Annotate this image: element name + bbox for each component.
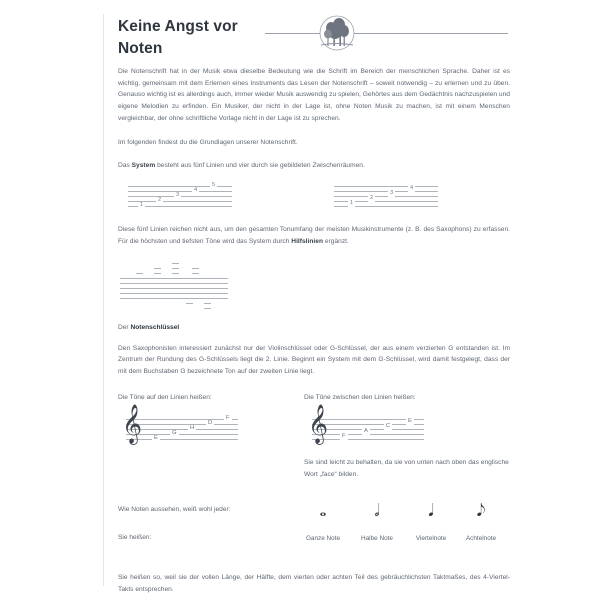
treble-clef-icon: 𝄞 [122, 403, 143, 444]
space-notes-caption: Die Töne zwischen den Linien heißen: [304, 393, 416, 401]
ledger-line-above [172, 268, 179, 269]
clef-heading-before: Der [118, 323, 131, 331]
staff-space-number-3: 3 [390, 190, 394, 197]
staff-line-4 [334, 191, 438, 192]
ledger-line-above [192, 268, 199, 269]
quarter-note-icon: 𝅘𝅥 [428, 500, 434, 521]
page-title-line-2: Noten [118, 40, 163, 58]
note-name-columns [118, 394, 510, 494]
staff-line-number-1: 1 [140, 202, 144, 209]
staff-line-number-5: 5 [212, 182, 216, 189]
ledger-staff [120, 278, 228, 299]
lines-notes-staff [122, 403, 238, 444]
line-note-letter-1: E [154, 434, 158, 441]
staff-line-number-2: 2 [158, 197, 162, 204]
system-intro-before: Das [118, 162, 132, 170]
staff-line-4 [126, 424, 238, 425]
staff-space-number-1: 1 [350, 200, 354, 207]
quarter-note-name: Viertelnote [415, 534, 447, 542]
clef-paragraph: Den Saxophonisten interessiert zunächst nur der Violinschlüssel oder G-Schlüssel, der aus einem verzierten G entstanden ist. Im Zentrum der Rundung des G-Schlüssels liegt die 2. Linie. Beginnt ein System mit dem G-Schlüssel, wird damit festgelegt, dass der mit dem Buchstaben G bezeichnete Ton auf der zweiten Linie liegt. [118, 344, 510, 376]
staff-line-3 [126, 429, 238, 430]
ledger-text-before: Diese fünf Linien reichen nicht aus, um den gesamten Tonumfang der meisten Musikinstrumente (z. B. des Saxophons) zu erfassen. Für die höchsten und tiefsten Töne wird das System durch [118, 226, 510, 245]
staff-line-5 [126, 419, 238, 420]
ledger-line-above [154, 268, 161, 269]
intro-paragraph: Die Notenschrift hat in der Musik etwa dieselbe Bedeutung wie die Schrift im Bereich der menschlichen Sprache. Daher ist es wichtig, gemeinsam mit dem Erlernen eines Instruments das Lesen der Notenschrift – soweit notwendig – zu erlernen und zu üben. Genauso wichtig ist es allerdings auch, immer wieder Musik auswendig zu spielen, Gehörtes aus dem Gedächtnis nachzuspielen und eigene Melodien zu erfinden. Ein Musiker, der nicht in der Lage ist, ohne Noten Musik zu machen, ist mit einem Menschen vergleichbar, der ohne schriftliche Vorlage nicht in der Lage ist zu sprechen. [118, 68, 510, 122]
staff-spaces-numbered [334, 186, 438, 208]
eighth-note-icon: 𝅘𝅥𝅮 [476, 500, 486, 521]
staff-line-5 [334, 186, 438, 187]
staff-line-4 [128, 191, 232, 192]
left-margin-rule [103, 14, 104, 586]
ledger-line-above [192, 273, 199, 274]
note-shapes-label: Wie Noten aussehen, weiß wohl jeder: [118, 505, 231, 513]
page-title-line-1: Keine Angst vor [118, 18, 238, 35]
staff-line-1 [312, 439, 424, 440]
line-note-letter-4: D [208, 419, 213, 426]
followup-paragraph: Im folgenden findest du die Grundlagen unserer Notenschrift. [118, 138, 298, 146]
space-note-letter-1: F [342, 432, 346, 439]
face-mnemonic-text: Sie sind leicht zu behalten, da sie von unten nach oben das englische Wort „face“ bilden. [304, 458, 509, 478]
line-note-letter-3: H [190, 424, 195, 431]
space-notes-diagram [304, 403, 510, 457]
space-notes-column [304, 394, 510, 480]
staff-line-1 [120, 298, 228, 299]
staff-line-number-3: 3 [176, 192, 180, 199]
ledger-line-above [136, 273, 143, 274]
staff-line-4 [120, 283, 228, 284]
note-shapes-row [118, 500, 510, 526]
staff-line-5 [120, 278, 228, 279]
space-notes-staff [308, 403, 424, 444]
ledger-line-above [154, 273, 161, 274]
system-diagrams [118, 182, 510, 216]
clef-heading-keyword: Notenschlüssel [130, 323, 180, 331]
line-note-letter-5: F [226, 414, 230, 421]
lines-notes-diagram [118, 403, 304, 457]
staff-line-1 [126, 439, 238, 440]
ledger-text-after: ergänzt. [323, 237, 349, 245]
line-note-letter-2: G [172, 429, 177, 436]
ledger-line-below [204, 303, 211, 304]
staff-line-3 [334, 196, 438, 197]
half-note-name: Halbe Note [361, 534, 393, 542]
staff-line-number-4: 4 [194, 187, 198, 194]
ledger-line-diagram [118, 264, 510, 312]
system-keyword: System [131, 162, 156, 170]
ledger-line-above [172, 263, 179, 264]
ledger-line-below [204, 308, 211, 309]
eighth-note-name: Achtelnote [465, 534, 497, 542]
staff-line-2 [120, 293, 228, 294]
ledger-line-below [186, 303, 193, 304]
staff-line-2 [128, 201, 232, 202]
page-content [118, 16, 510, 595]
space-note-letter-2: A [364, 427, 368, 434]
staff-lines-numbered [128, 182, 232, 209]
clef-heading [118, 324, 510, 331]
header-rule-right [351, 33, 508, 34]
header-rule-left [265, 33, 320, 34]
note-names-row [118, 532, 510, 552]
half-note-icon: 𝅗𝅥 [374, 500, 380, 521]
note-names-label: Sie heißen: [118, 533, 152, 541]
lines-notes-caption: Die Töne auf den Linien heißen: [118, 393, 212, 401]
page-header [118, 16, 510, 66]
space-note-letter-4: E [408, 417, 412, 424]
staff-line-3 [120, 288, 228, 289]
staff-space-number-2: 2 [370, 195, 374, 202]
ledger-line-above [172, 273, 179, 274]
system-intro-after: besteht aus fünf Linien und vier durch sie gebildeten Zwischenräumen. [155, 162, 365, 170]
staff-line-2 [126, 434, 238, 435]
ledger-paragraph [118, 224, 510, 247]
lines-notes-column [118, 394, 304, 457]
treble-clef-icon: 𝄞 [308, 403, 329, 444]
closing-paragraph: Sie heißen so, weil sie der vollen Länge, der Hälfte, dem vierten oder achten Teil des gebräuchlichsten Taktmaßes, des 4-Viertel-Takts entsprechen. [118, 573, 510, 593]
ledger-keyword: Hilfslinien [291, 237, 324, 245]
space-note-letter-3: C [386, 422, 391, 429]
page-title [118, 16, 278, 61]
whole-note-icon: 𝅝 [319, 500, 327, 521]
tree-circle-emblem-icon [315, 11, 359, 55]
system-intro-paragraph [118, 160, 510, 172]
staff-space-number-4: 4 [410, 185, 414, 192]
whole-note-name: Ganze Note [305, 534, 341, 542]
